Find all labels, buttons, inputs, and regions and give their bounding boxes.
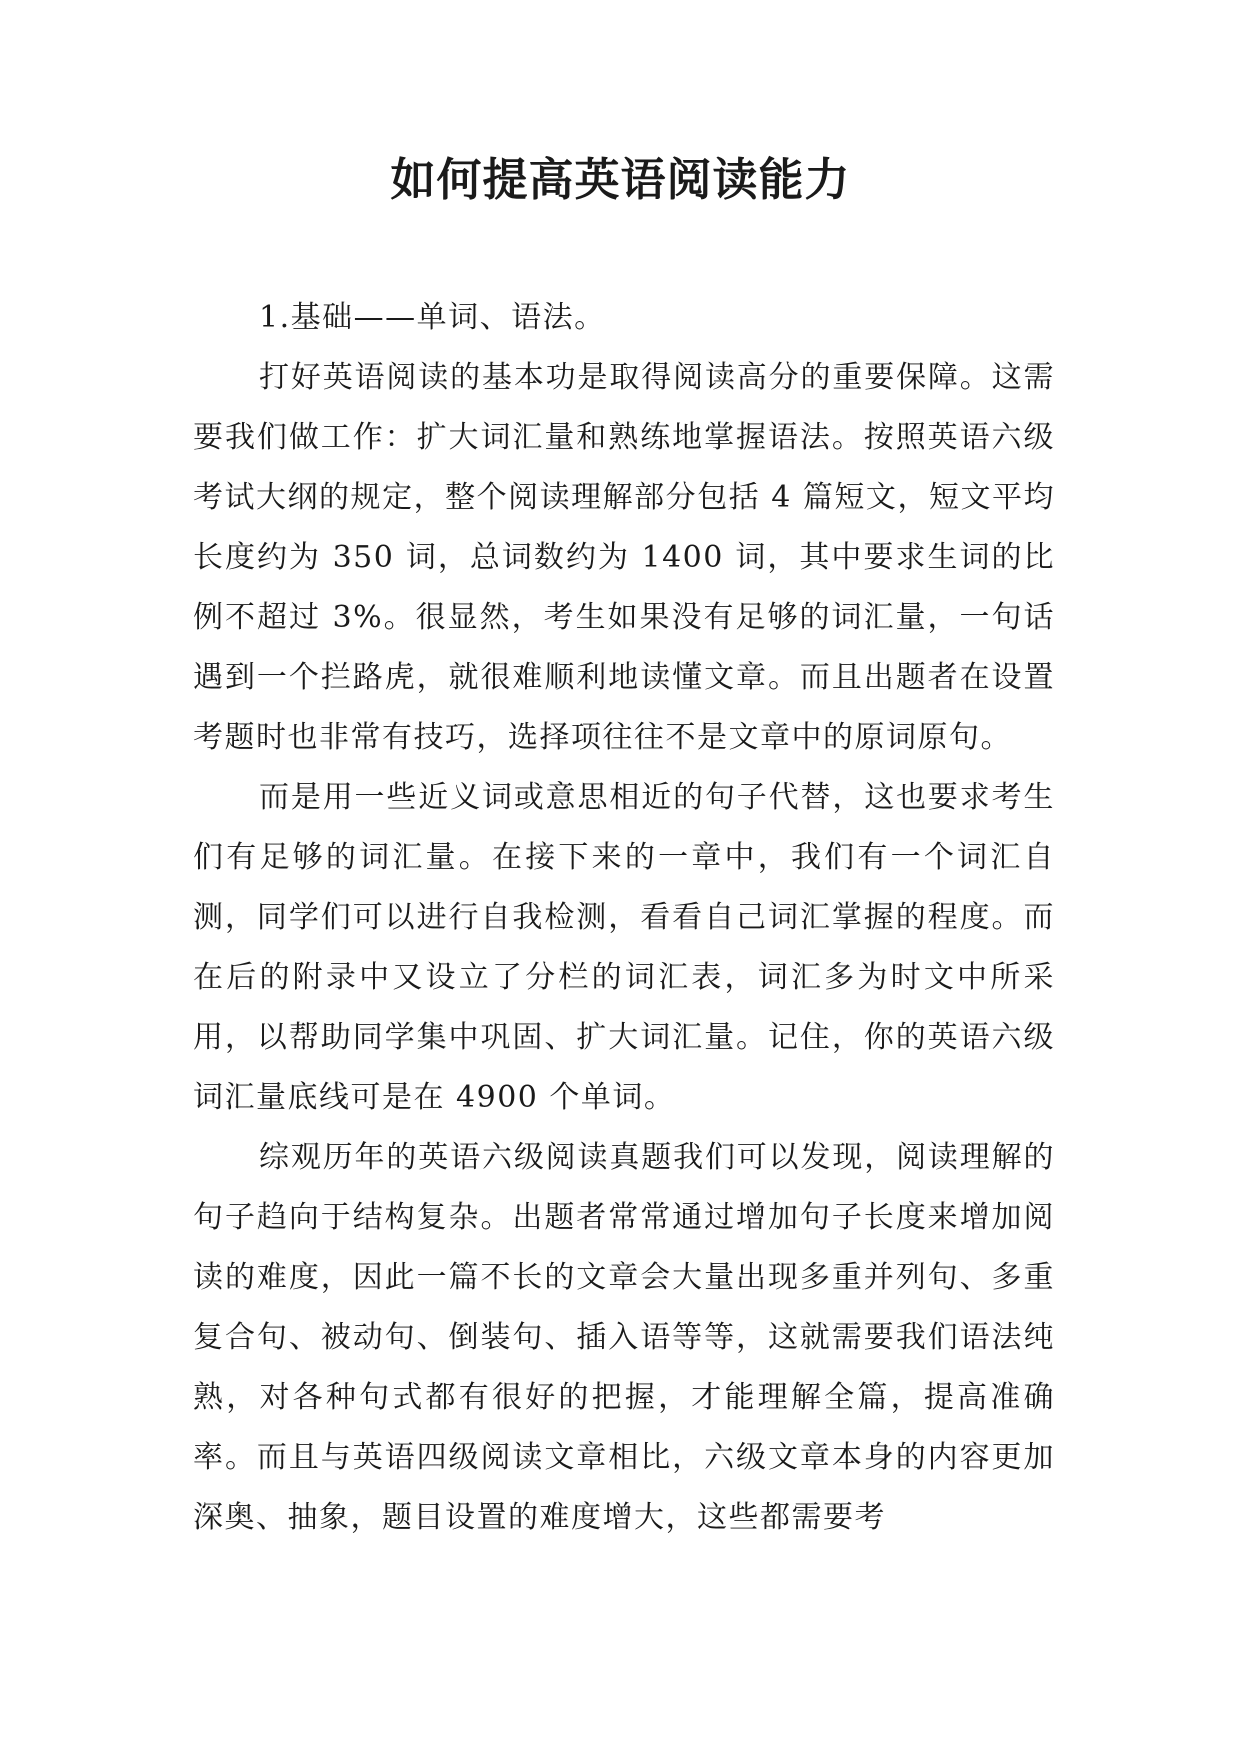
- paragraph-3: 而是用一些近义词或意思相近的句子代替，这也要求考生们有足够的词汇量。在接下来的一章中，我们有一个词汇自测，同学们可以进行自我检测，看看自己词汇掌握的程度。而在后的附录中又设立了分栏的词汇表，词汇多为时文中所采用，以帮助同学集中巩固、扩大词汇量。记住，你的英语六级词汇量底线可是在 4900 个单词。: [193, 780, 1055, 1115]
- paragraph-1: 1.基础——单词、语法。: [259, 300, 606, 335]
- document-body: [193, 288, 1055, 1548]
- paragraph-2: 打好英语阅读的基本功是取得阅读高分的重要保障。这需要我们做工作：扩大词汇量和熟练地掌握语法。按照英语六级考试大纲的规定，整个阅读理解部分包括 4 篇短文，短文平均长度约为 350 词，总词数约为 1400 词，其中要求生词的比例不超过 3%。很显然，考生如果没有足够的词汇量，一句话遇到一个拦路虎，就很难顺利地读懂文章。而且出题者在设置考题时也非常有技巧，选择项往往不是文章中的原词原句。: [193, 360, 1055, 755]
- document-title: 如何提高英语阅读能力: [390, 153, 851, 206]
- paragraph-4: 综观历年的英语六级阅读真题我们可以发现，阅读理解的句子趋向于结构复杂。出题者常常通过增加句子长度来增加阅读的难度，因此一篇不长的文章会大量出现多重并列句、多重复合句、被动句、倒装句、插入语等等，这就需要我们语法纯熟，对各种句式都有很好的把握，才能理解全篇，提高准确率。而且与英语四级阅读文章相比，六级文章本身的内容更加深奥、抽象，题目设置的难度增大，这些都需要考: [193, 1140, 1055, 1535]
